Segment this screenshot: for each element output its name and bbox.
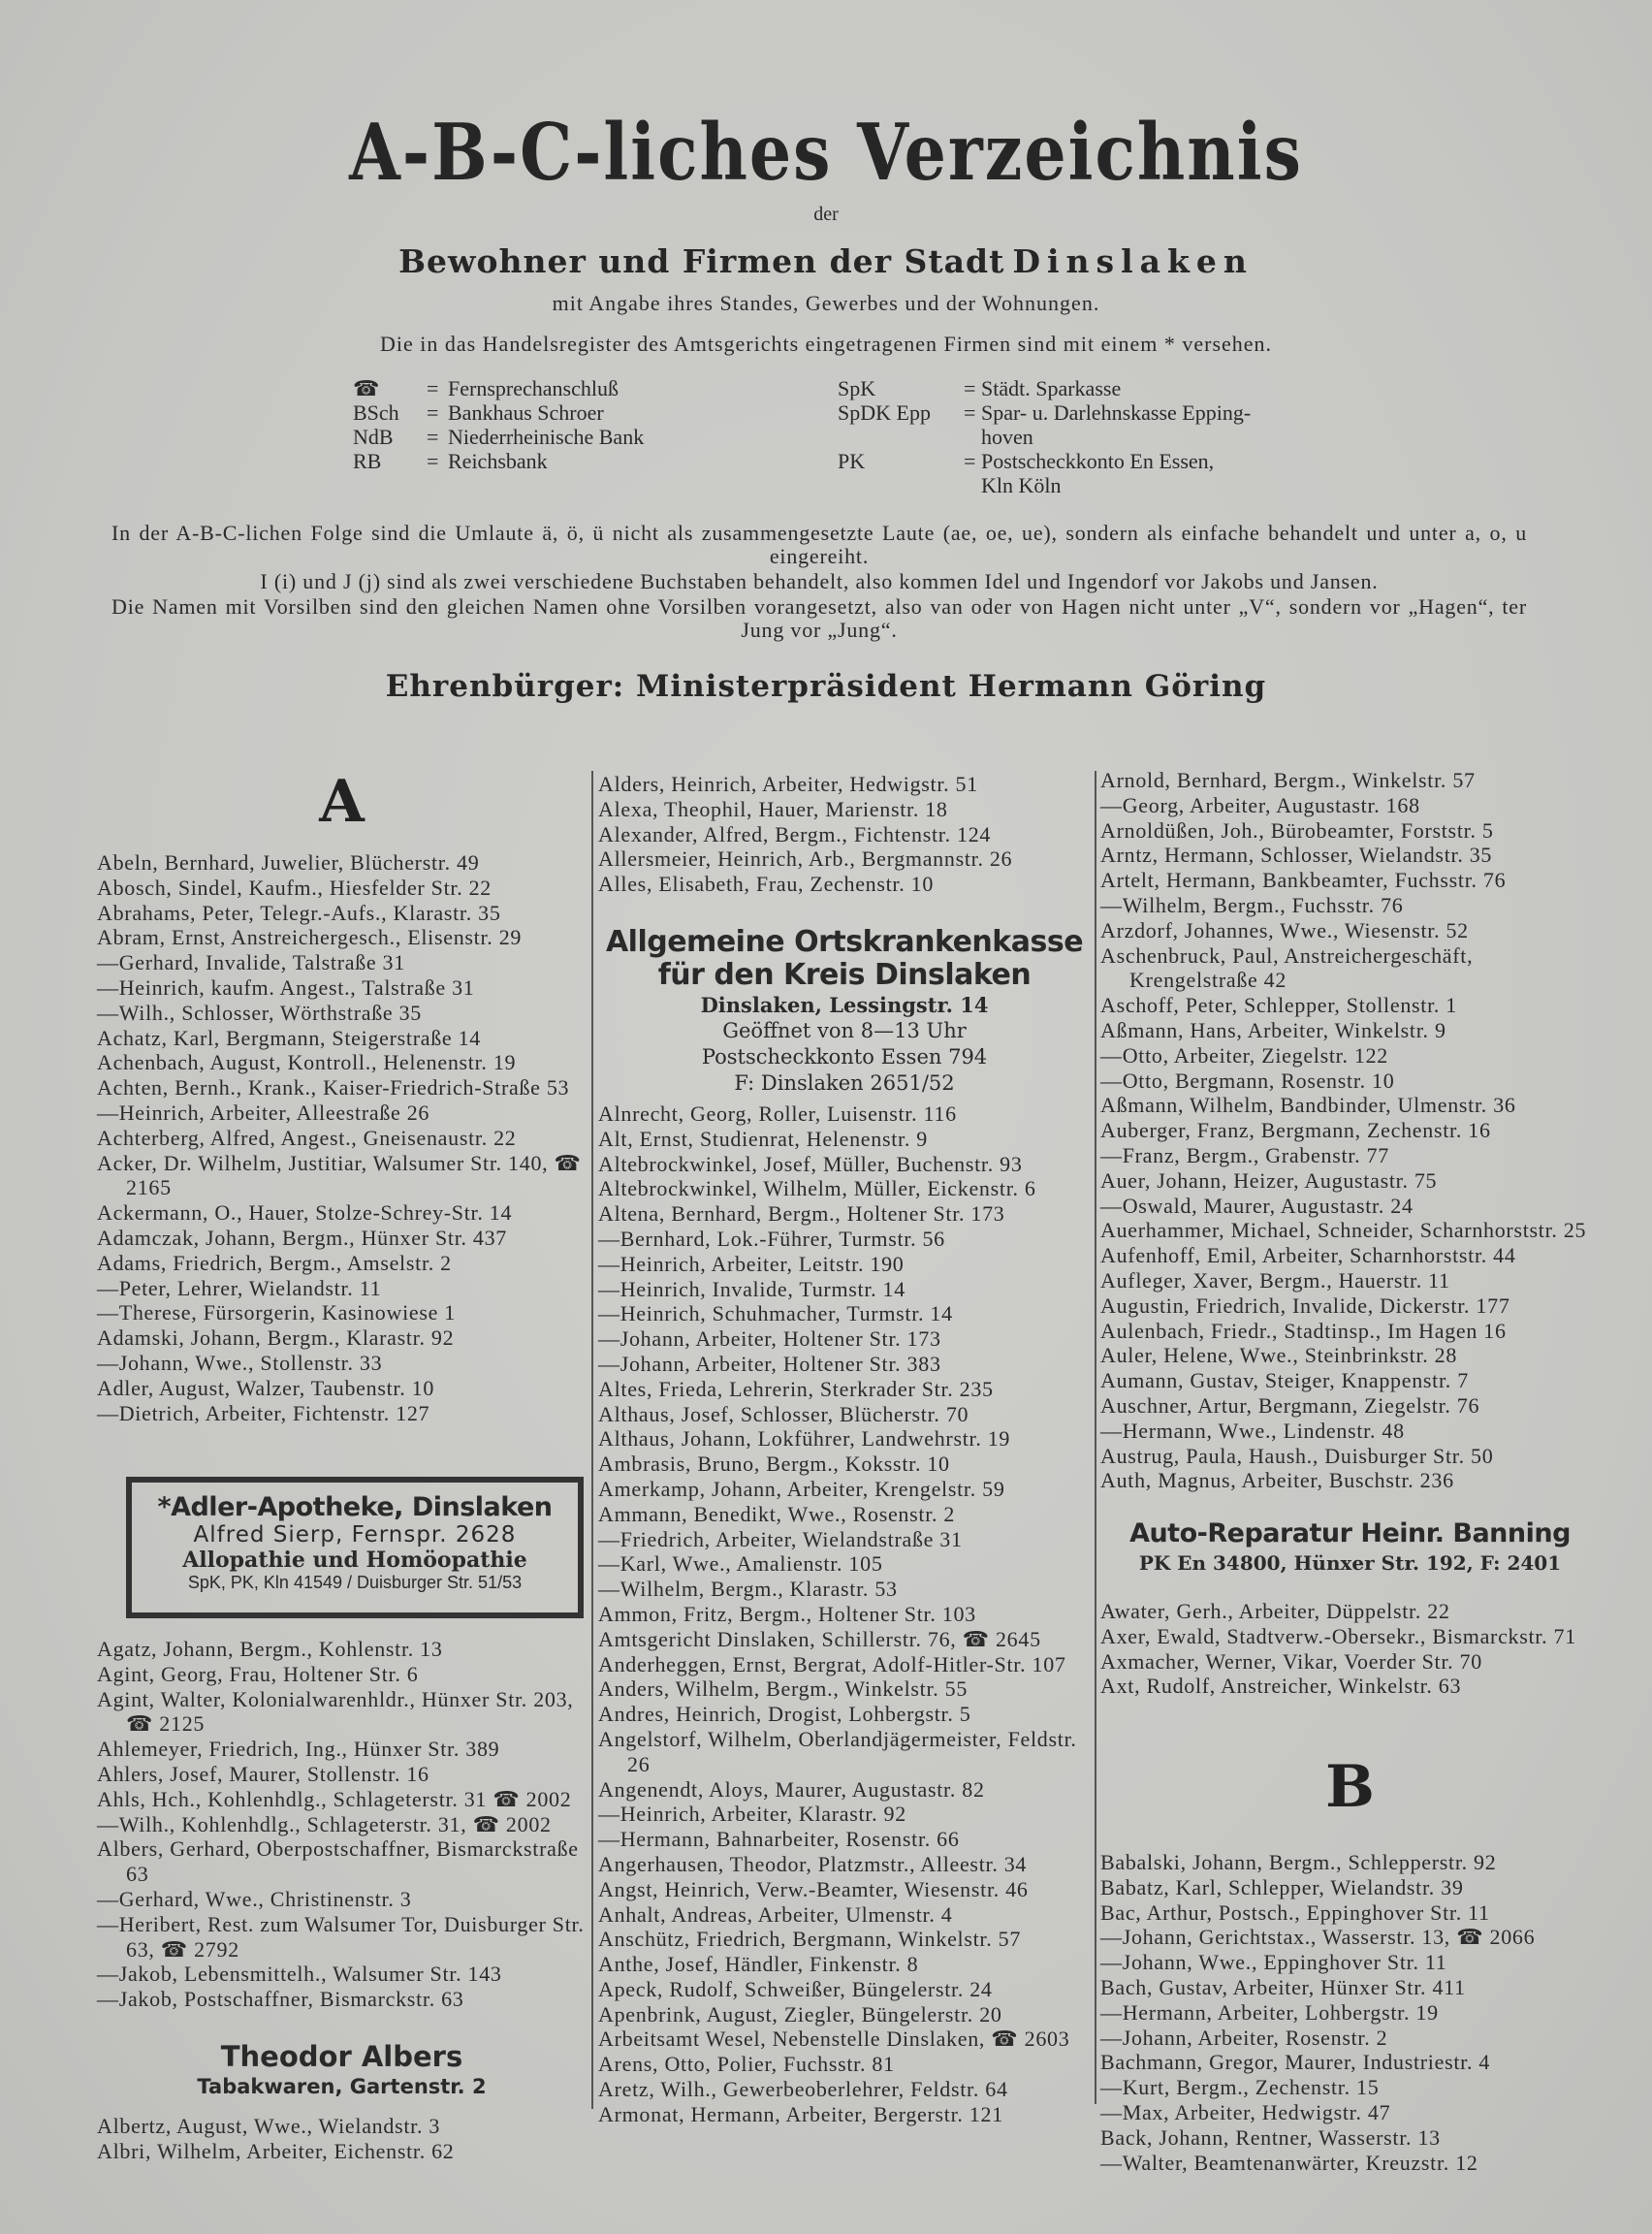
directory-entry: Altebrockwinkel, Josef, Müller, Buchenstr. 93	[598, 1151, 1023, 1176]
legend-meaning: Spar- u. Darlehnskasse Epping-	[981, 400, 1252, 425]
directory-entry: Aßmann, Hans, Arbeiter, Winkelstr. 9	[1100, 1017, 1446, 1042]
ad-name: Theodor Albers	[220, 2040, 463, 2073]
entry-list	[97, 2114, 587, 2164]
directory-entry: Aufleger, Xaver, Bergm., Hauerstr. 11	[1100, 1267, 1450, 1293]
directory-entry: Ahlemeyer, Friedrich, Ing., Hünxer Str. 389	[97, 1737, 500, 1762]
directory-entry: —Johann, Arbeiter, Rosenstr. 2	[1100, 2025, 1388, 2050]
directory-entry: Axer, Ewald, Stadtverw.-Obersekr., Bismarckstr. 71	[1100, 1623, 1576, 1648]
directory-entry: —Walter, Beamtenanwärter, Kreuzstr. 12	[1100, 2150, 1478, 2175]
directory-entry: Aumann, Gustav, Steiger, Knappenstr. 7	[1100, 1368, 1469, 1393]
directory-entry: Arzdorf, Johannes, Wwe., Wiesenstr. 52	[1100, 917, 1469, 942]
entry-list	[1100, 768, 1600, 1493]
column-divider	[1095, 771, 1096, 2104]
directory-entry: Angelstorf, Wilhelm, Oberlandjägermeister, Feldstr. 26	[598, 1726, 1077, 1776]
directory-entry: Ambrasis, Bruno, Bergm., Koksstr. 10	[598, 1452, 950, 1477]
directory-entry: Alles, Elisabeth, Frau, Zechenstr. 10	[598, 872, 935, 897]
directory-entry: Awater, Gerh., Arbeiter, Düppelstr. 22	[1100, 1599, 1450, 1623]
directory-entry: Armonat, Hermann, Arbeiter, Bergerstr. 121	[598, 2101, 1003, 2126]
ad-owner: Alfred Sierp, Fernspr. 2628	[193, 1522, 517, 1548]
directory-entry: —Oswald, Maurer, Augustastr. 24	[1100, 1193, 1414, 1218]
directory-entry: Ahlers, Josef, Maurer, Stollenstr. 16	[97, 1761, 429, 1786]
directory-entry: —Wilh., Schlosser, Wörthstraße 35	[97, 1000, 422, 1025]
directory-entry: —Hermann, Wwe., Lindenstr. 48	[1100, 1418, 1405, 1443]
legend-meaning-cont: hoven	[981, 425, 1033, 449]
directory-entry: Albertz, August, Wwe., Wielandstr. 3	[97, 2114, 441, 2138]
directory-entry: Apeck, Rudolf, Schweißer, Büngelerstr. 24	[598, 1976, 993, 2001]
directory-entry: Aulenbach, Friedr., Stadtinsp., Im Hagen 16	[1100, 1318, 1507, 1343]
directory-entry: Acker, Dr. Wilhelm, Justitiar, Walsumer Str. 140, ☎ 2165	[97, 1150, 582, 1200]
directory-entry: Achten, Bernh., Krank., Kaiser-Friedrich-Straße 53	[97, 1075, 570, 1101]
directory-entry: —Jakob, Lebensmittelh., Walsumer Str. 143	[97, 1962, 502, 1987]
directory-entry: —Hermann, Arbeiter, Lohbergstr. 19	[1100, 1999, 1439, 2025]
directory-entry: Althaus, Josef, Schlosser, Blücherstr. 70	[598, 1401, 969, 1426]
directory-entry: —Therese, Fürsorgerin, Kasinowiese 1	[97, 1300, 456, 1325]
directory-entry: Altebrockwinkel, Wilhelm, Müller, Eickenstr. 6	[598, 1176, 1036, 1201]
ad-accounts: SpK, PK, Kln 41549 / Duisburger Str. 51/53	[187, 1573, 523, 1592]
directory-entry: Arens, Otto, Polier, Fuchsstr. 81	[598, 2052, 895, 2077]
directory-entry: Angerhausen, Theodor, Platzmstr., Alleestr. 34	[598, 1851, 1028, 1876]
directory-entry: Alt, Ernst, Studienrat, Helenenstr. 9	[598, 1126, 928, 1151]
ad-hours: Geöffnet von 8—13 Uhr	[722, 1019, 967, 1042]
directory-entry: Adler, August, Walzer, Taubenstr. 10	[97, 1375, 435, 1400]
telephone-icon: ☎	[353, 376, 380, 400]
entry-list	[97, 1637, 587, 2012]
directory-entry: Austrug, Paula, Haush., Duisburger Str. 50	[1100, 1443, 1494, 1468]
directory-entry: —Johann, Gerichtstax., Wasserstr. 13, ☎ 2066	[1100, 1925, 1536, 1950]
note-umlauts: In der A-B-C-lichen Folge sind die Umlaute ä, ö, ü nicht als zusammengesetzte Laute (ae, oe, ue), sondern als einfache behandelt und unter a, o, u eingereiht.	[111, 521, 1527, 568]
directory-entry: Abrahams, Peter, Telegr.-Aufs., Klarastr. 35	[97, 900, 501, 925]
directory-entry: Axmacher, Werner, Vikar, Voerder Str. 70	[1100, 1648, 1482, 1674]
directory-entry: Althaus, Johann, Lokführer, Landwehrstr. 19	[598, 1426, 1011, 1452]
ad-address: Dinslaken, Lessingstr. 14	[700, 993, 989, 1017]
page-subtitle	[0, 242, 1652, 280]
page-title: A-B-C-liches Verzeichnis	[349, 107, 1303, 200]
section-letter-a: A	[319, 768, 365, 836]
directory-entry: Anders, Wilhelm, Bergm., Winkelstr. 55	[598, 1676, 969, 1702]
directory-entry: Abosch, Sindel, Kaufm., Hiesfelder Str. 22	[97, 875, 492, 900]
directory-entry: Auler, Helene, Wwe., Steinbrinkstr. 28	[1100, 1343, 1458, 1368]
legend-meaning: Fernsprechanschluß	[448, 376, 619, 400]
directory-entry: Angenendt, Aloys, Maurer, Augustastr. 82	[598, 1776, 985, 1802]
ad-detail: Tabakwaren, Gartenstr. 2	[197, 2075, 487, 2098]
directory-entry: Ammann, Benedikt, Wwe., Rosenstr. 2	[598, 1501, 956, 1526]
directory-entry: Anderheggen, Ernst, Bergrat, Adolf-Hitler-Str. 107	[598, 1651, 1066, 1676]
directory-entry: Bach, Gustav, Arbeiter, Hünxer Str. 411	[1100, 1974, 1466, 1999]
directory-entry: Auerhammer, Michael, Schneider, Scharnhorststr. 25	[1100, 1218, 1587, 1243]
directory-entry: —Heinrich, kaufm. Angest., Talstraße 31	[97, 974, 475, 1000]
legend-meaning: Städt. Sparkasse	[981, 376, 1122, 400]
directory-entry: Aschenbruck, Paul, Anstreichergeschäft, Krengelstraße 42	[1100, 942, 1474, 993]
directory-entry: —Heinrich, Invalide, Turmstr. 14	[598, 1276, 905, 1301]
directory-entry: —Jakob, Postschaffner, Bismarckstr. 63	[97, 1987, 464, 2012]
directory-entry: Apenbrink, August, Ziegler, Büngelerstr. 20	[598, 2001, 1002, 2027]
register-note: Die in das Handelsregister des Amtsgerichts eingetragenen Firmen sind mit einem * versehen.	[379, 332, 1273, 356]
directory-entry: Aschoff, Peter, Schlepper, Stollenstr. 1	[1100, 993, 1458, 1018]
legend-abbr: NdB	[353, 425, 394, 449]
legend-meaning: Reichsbank	[448, 449, 548, 473]
title-connector: der	[813, 204, 839, 225]
legend-separator: =	[964, 449, 976, 473]
directory-entry: Auer, Johann, Heizer, Augustastr. 75	[1100, 1167, 1438, 1193]
directory-entry: Augustin, Friedrich, Invalide, Dickerstr. 177	[1100, 1293, 1510, 1318]
directory-entry: Auschner, Artur, Bergmann, Ziegelstr. 76	[1100, 1392, 1480, 1418]
directory-entry: —Gerhard, Wwe., Christinenstr. 3	[97, 1886, 412, 1911]
directory-entry: —Johann, Arbeiter, Holtener Str. 383	[598, 1351, 941, 1376]
directory-entry: Abram, Ernst, Anstreichergesch., Elisenstr. 29	[97, 925, 523, 950]
ad-account: Postscheckkonto Essen 794	[701, 1045, 988, 1069]
directory-entry: —Johann, Arbeiter, Holtener Str. 173	[598, 1326, 941, 1352]
directory-entry: Ahls, Hch., Kohlenhdlg., Schlageterstr. 31 ☎ 2002	[97, 1786, 572, 1811]
directory-entry: —Otto, Arbeiter, Ziegelstr. 122	[1100, 1042, 1388, 1068]
directory-entry: —Heinrich, Arbeiter, Klarastr. 92	[598, 1802, 906, 1827]
entry-list	[598, 1101, 1091, 2127]
legend-separator: =	[427, 449, 439, 473]
directory-entry: —Gerhard, Invalide, Talstraße 31	[97, 950, 405, 975]
ad-name-cont: für den Kreis Dinslaken	[657, 958, 1032, 992]
directory-entry: —Otto, Bergmann, Rosenstr. 10	[1100, 1068, 1395, 1093]
note-i-j: I (i) und J (j) sind als zwei verschiedene Buchstaben behandelt, also kommen Idel und Ingendorf vor Jakobs und Jansen.	[260, 569, 1379, 593]
directory-entry: —Heinrich, Arbeiter, Leitstr. 190	[598, 1251, 905, 1276]
directory-entry: —Friedrich, Arbeiter, Wielandstraße 31	[598, 1526, 963, 1551]
directory-entry: Alexander, Alfred, Bergm., Fichtenstr. 124	[598, 821, 992, 846]
directory-entry: Albers, Gerhard, Oberpostschaffner, Bismarckstraße 63	[97, 1836, 579, 1887]
legend-abbr: SpDK Epp	[838, 400, 931, 425]
directory-entry: Arbeitsamt Wesel, Nebenstelle Dinslaken, ☎ 2603	[598, 2027, 1070, 2052]
directory-entry: Arntz, Hermann, Schlosser, Wielandstr. 35	[1100, 843, 1493, 868]
legend-abbr: BSch	[353, 400, 399, 425]
ad-theodor-albers	[97, 2040, 587, 2098]
directory-entry: Auberger, Franz, Bergmann, Zechenstr. 16	[1100, 1118, 1491, 1143]
ad-specialty: Allopathie und Homöopathie	[182, 1548, 527, 1573]
sorting-notes	[111, 522, 1527, 644]
directory-entry: Angst, Heinrich, Verw.-Beamter, Wiesenstr. 46	[598, 1876, 1029, 1901]
directory-entry: Arnoldüßen, Joh., Bürobeamter, Forststr. 5	[1100, 817, 1494, 843]
directory-entry: Arnold, Bernhard, Bergm., Winkelstr. 57	[1100, 768, 1476, 792]
directory-entry: Back, Johann, Rentner, Wasserstr. 13	[1100, 2124, 1441, 2150]
legend-separator: =	[427, 400, 439, 425]
honorary-citizen: Ehrenbürger: Ministerpräsident Hermann Göring	[385, 669, 1267, 704]
directory-entry: Anhalt, Andreas, Arbeiter, Ulmenstr. 4	[598, 1901, 953, 1927]
directory-entry: Agint, Walter, Kolonialwarenhldr., Hünxer Str. 203, ☎ 2125	[97, 1686, 574, 1737]
directory-entry: —Heribert, Rest. zum Walsumer Tor, Duisburger Str. 63, ☎ 2792	[97, 1911, 585, 1962]
directory-entry: —Hermann, Bahnarbeiter, Rosenstr. 66	[598, 1827, 960, 1852]
directory-entry: Andres, Heinrich, Drogist, Lohbergstr. 5	[598, 1702, 971, 1727]
directory-entry: Adamski, Johann, Bergm., Klarastr. 92	[97, 1325, 455, 1351]
directory-entry: Ammon, Fritz, Bergm., Holtener Str. 103	[598, 1601, 976, 1626]
directory-entry: —Max, Arbeiter, Hedwigstr. 47	[1100, 2099, 1391, 2124]
section-letter-b: B	[1325, 1753, 1375, 1821]
directory-entry: —Wilh., Kohlenhdlg., Schlageterstr. 31, ☎ 2002	[97, 1811, 552, 1836]
directory-entry: Axt, Rudolf, Anstreicher, Winkelstr. 63	[1100, 1674, 1462, 1699]
ad-name: *Adler-Apotheke, Dinslaken	[157, 1492, 553, 1522]
directory-entry: Aretz, Wilh., Gewerbeoberlehrer, Feldstr. 64	[598, 2077, 1008, 2102]
directory-entry: Amtsgericht Dinslaken, Schillerstr. 76, ☎ 2645	[598, 1626, 1041, 1651]
directory-entry: Agint, Georg, Frau, Holtener Str. 6	[97, 1661, 419, 1686]
directory-entry: Alexa, Theophil, Hauer, Marienstr. 18	[598, 796, 948, 821]
directory-entry: —Kurt, Bergm., Zechenstr. 15	[1100, 2075, 1380, 2100]
legend-abbr: RB	[353, 449, 382, 473]
ad-ortskrankenkasse	[598, 926, 1091, 1097]
legend-meaning: Niederrheinische Bank	[448, 425, 645, 449]
directory-entry: Auth, Magnus, Arbeiter, Buschstr. 236	[1100, 1468, 1454, 1493]
directory-entry: Adamczak, Johann, Bergm., Hünxer Str. 437	[97, 1225, 508, 1250]
legend-meaning: Postscheckkonto En Essen,	[981, 449, 1215, 473]
directory-entry: Anschütz, Friedrich, Bergmann, Winkelstr. 57	[598, 1927, 1022, 1952]
directory-entry: —Bernhard, Lok.-Führer, Turmstr. 56	[598, 1226, 945, 1251]
entry-list	[598, 772, 1091, 897]
directory-entry: Altes, Frieda, Lehrerin, Sterkrader Str. 235	[598, 1376, 994, 1401]
directory-entry: —Dietrich, Arbeiter, Fichtenstr. 127	[97, 1400, 430, 1425]
directory-entry: Achterberg, Alfred, Angest., Gneisenaustr. 22	[97, 1125, 517, 1150]
directory-entry: Alnrecht, Georg, Roller, Luisenstr. 116	[598, 1101, 957, 1126]
legend-meaning-cont: Kln Köln	[981, 473, 1062, 497]
directory-entry: —Wilhelm, Bergm., Klarastr. 53	[598, 1577, 898, 1602]
ad-name: Allgemeine Ortskrankenkasse	[605, 925, 1084, 959]
directory-entry: —Peter, Lehrer, Wielandstr. 11	[97, 1275, 382, 1300]
intro-line: mit Angabe ihres Standes, Gewerbes und der Wohnungen.	[552, 291, 1100, 315]
ad-name: Auto-Reparatur Heinr. Banning	[1129, 1518, 1571, 1548]
directory-entry: Aßmann, Wilhelm, Bandbinder, Ulmenstr. 36	[1100, 1093, 1516, 1118]
ad-phone: F: Dinslaken 2651/52	[734, 1071, 955, 1095]
directory-entry: —Franz, Bergm., Grabenstr. 77	[1100, 1142, 1389, 1167]
directory-entry: —Wilhelm, Bergm., Fuchsstr. 76	[1100, 892, 1404, 917]
directory-entry: Bac, Arthur, Postsch., Eppinghover Str. 11	[1100, 1899, 1490, 1925]
directory-entry: —Heinrich, Arbeiter, Alleestraße 26	[97, 1100, 430, 1125]
directory-entry: Amerkamp, Johann, Arbeiter, Krengelstr. 59	[598, 1476, 1005, 1501]
directory-entry: —Johann, Wwe., Stollenstr. 33	[97, 1350, 383, 1375]
directory-entry: Babatz, Karl, Schlepper, Wielandstr. 39	[1100, 1874, 1464, 1899]
directory-entry: Allersmeier, Heinrich, Arb., Bergmannstr. 26	[598, 846, 1013, 872]
directory-entry: Ackermann, O., Hauer, Stolze-Schrey-Str. 14	[97, 1200, 513, 1226]
legend-separator: =	[427, 425, 439, 449]
legend-separator: =	[427, 376, 439, 400]
directory-entry: Albri, Wilhelm, Arbeiter, Eichenstr. 62	[97, 2138, 455, 2163]
subtitle-city: Dinslaken	[1012, 242, 1254, 280]
directory-entry: —Karl, Wwe., Amalienstr. 105	[598, 1551, 883, 1577]
directory-entry: Altena, Bernhard, Bergm., Holtener Str. 173	[598, 1201, 1005, 1227]
directory-entry: Anthe, Josef, Händler, Finkenstr. 8	[598, 1952, 919, 1977]
directory-entry: Artelt, Hermann, Bankbeamter, Fuchsstr. 76	[1100, 868, 1507, 893]
directory-entry: Aufenhoff, Emil, Arbeiter, Scharnhorststr. 44	[1100, 1243, 1516, 1268]
directory-entry: Alders, Heinrich, Arbeiter, Hedwigstr. 51	[598, 772, 978, 796]
directory-entry: —Georg, Arbeiter, Augustastr. 168	[1100, 792, 1420, 817]
ad-detail: PK En 34800, Hünxer Str. 192, F: 2401	[1138, 1551, 1562, 1575]
directory-entry: Bachmann, Gregor, Maurer, Industriestr. 4	[1100, 2050, 1491, 2075]
entry-list	[1100, 1850, 1600, 2175]
abbreviation-legend	[0, 376, 1652, 512]
directory-entry: —Johann, Wwe., Eppinghover Str. 11	[1100, 1950, 1447, 1975]
directory-entry: Achenbach, August, Kontroll., Helenenstr. 19	[97, 1050, 517, 1075]
column-divider	[591, 771, 593, 2109]
note-prefixes: Die Namen mit Vorsilben sind den gleichen Namen ohne Vorsilben vorangesetzt, also van oder von Hagen nicht unter „V“, sondern vor „Hagen“, ter Jung vor „Jung“.	[111, 594, 1527, 642]
legend-separator: =	[964, 376, 976, 400]
ad-auto-reparatur	[1100, 1518, 1600, 1577]
entry-list	[97, 850, 587, 1425]
subtitle-text: Bewohner und Firmen der Stadt	[398, 242, 1005, 280]
legend-abbr: PK	[838, 449, 866, 473]
directory-entry: Adams, Friedrich, Bergm., Amselstr. 2	[97, 1250, 452, 1275]
directory-entry: Abeln, Bernhard, Juwelier, Blücherstr. 49	[97, 850, 480, 875]
legend-abbr: SpK	[838, 376, 876, 400]
directory-entry: —Heinrich, Schuhmacher, Turmstr. 14	[598, 1301, 953, 1326]
legend-meaning: Bankhaus Schroer	[448, 400, 604, 425]
directory-entry: Babalski, Johann, Bergm., Schlepperstr. 92	[1100, 1850, 1497, 1874]
ad-adler-apotheke	[126, 1477, 584, 1618]
entry-list	[1100, 1599, 1600, 1699]
legend-separator: =	[964, 400, 976, 425]
directory-entry: Agatz, Johann, Bergm., Kohlenstr. 13	[97, 1637, 443, 1661]
directory-entry: Achatz, Karl, Bergmann, Steigerstraße 14	[97, 1025, 481, 1050]
